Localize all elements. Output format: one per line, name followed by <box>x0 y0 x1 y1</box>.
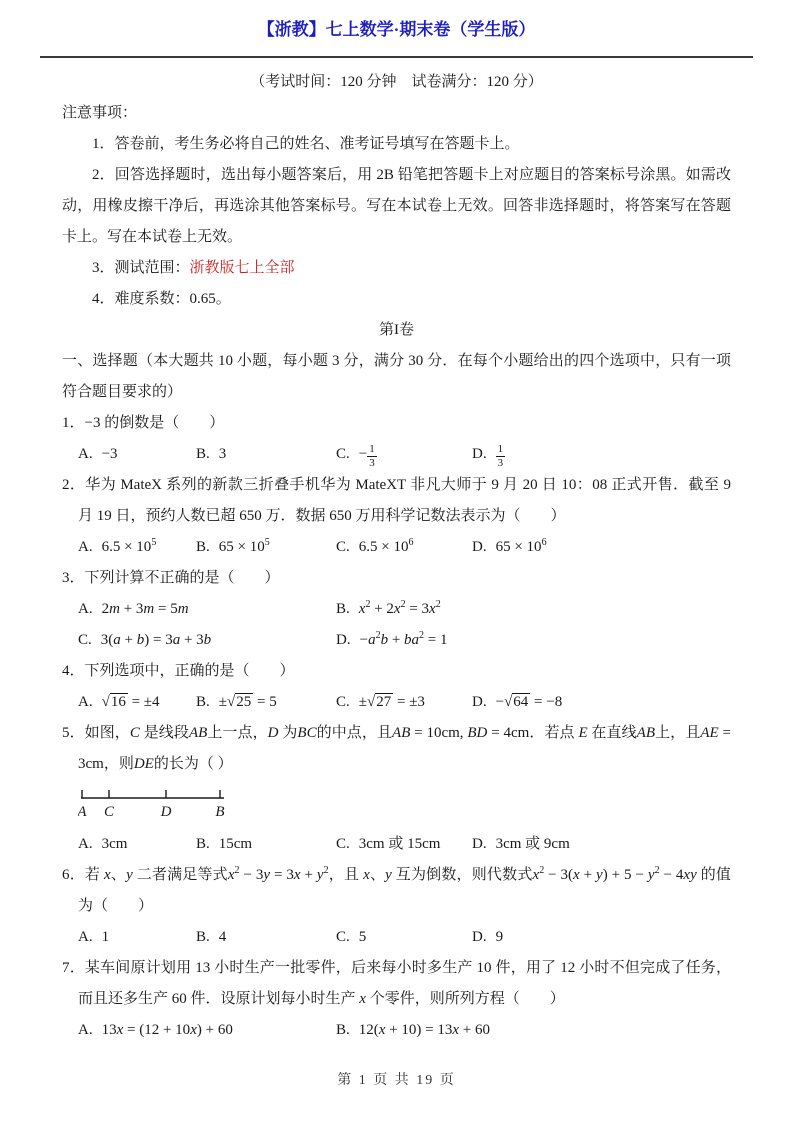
option-c <box>336 829 472 860</box>
options-row <box>62 625 731 656</box>
option-text: ±√27 = ±3 <box>358 694 425 710</box>
option-text: $65 \times 10^5$ <box>218 537 270 555</box>
option-label: C. <box>336 929 350 945</box>
part-label: 第I卷 <box>379 322 414 338</box>
question-stem: 4．下列选项中，正确的是（ ） <box>62 663 295 679</box>
option-b <box>196 439 336 470</box>
question-stem: 1．−3 的倒数是（ ） <box>62 415 225 431</box>
option-label: D. <box>472 836 487 852</box>
question-7 <box>62 953 731 1046</box>
figure-label-a: A <box>78 804 87 820</box>
header-divider <box>40 56 753 58</box>
option-label: B. <box>196 929 210 945</box>
option-text: 9 <box>495 929 504 945</box>
option-a <box>78 687 196 718</box>
option-text: 13x = (12 + 10x) + 60 <box>101 1022 233 1038</box>
option-a <box>78 594 336 625</box>
option-label: A. <box>78 694 93 710</box>
options-row <box>62 1015 731 1046</box>
option-text: − $\frac{1}{3}$ <box>358 443 375 470</box>
option-a <box>78 922 196 953</box>
option-text: 15cm <box>218 836 253 852</box>
options-row <box>62 532 731 563</box>
option-text: $6.5 \times 10^6$ <box>358 537 414 555</box>
option-text: √16 = ±4 <box>101 694 160 710</box>
note-item-3-highlight: 浙教版七上全部 <box>189 260 295 276</box>
options-row <box>62 439 731 470</box>
figure-label-d: D <box>160 804 172 820</box>
option-b <box>196 922 336 953</box>
option-label: C. <box>78 632 92 648</box>
option-text: 5 <box>358 929 367 945</box>
option-text: −3 <box>101 446 118 462</box>
option-b <box>196 532 336 563</box>
option-label: A. <box>78 1022 93 1038</box>
options-row <box>62 594 731 625</box>
question-2 <box>62 470 731 563</box>
option-label: B. <box>196 539 210 555</box>
option-c <box>78 625 336 656</box>
option-label: D. <box>336 632 351 648</box>
option-label: C. <box>336 836 350 852</box>
option-a <box>78 1015 336 1046</box>
option-label: A. <box>78 836 93 852</box>
option-text: $6.5 \times 10^5$ <box>101 537 157 555</box>
option-label: A. <box>78 446 93 462</box>
option-d <box>472 922 731 953</box>
option-text: $\frac{1}{3}$ <box>497 443 504 470</box>
option-b <box>336 594 731 625</box>
option-label: B. <box>196 446 210 462</box>
option-a <box>78 829 196 860</box>
option-c <box>336 439 472 470</box>
options-row <box>62 687 731 718</box>
option-b <box>196 687 336 718</box>
option-c <box>336 532 472 563</box>
option-label: B. <box>336 1022 350 1038</box>
option-text: ±√25 = 5 <box>218 694 277 710</box>
option-c <box>336 922 472 953</box>
exam-info: （考试时间：120 分钟 试卷满分：120 分） <box>250 74 543 90</box>
option-text: 12(x + 10) = 13x + 60 <box>358 1022 490 1038</box>
question-1 <box>62 408 731 470</box>
option-text: 3cm <box>101 836 128 852</box>
option-label: A. <box>78 539 93 555</box>
options-row <box>62 922 731 953</box>
option-text: $x^2 + 2x^2 = 3x^2$ <box>358 599 441 617</box>
option-text: 1 <box>101 929 110 945</box>
option-label: C. <box>336 446 350 462</box>
segment-figure <box>78 784 731 824</box>
note-item-1: 1．答卷前，考生务必将自己的姓名、准考证号填写在答题卡上。 <box>92 136 520 152</box>
note-item-2: 2．回答选择题时，选出每小题答案后，用 2B 铅笔把答题卡上对应题目的答案标号涂黑。如需改动，用橡皮擦干净后，再选涂其他答案标号。写在本试卷上无效。回答非选择题时，将答案写在答题卡上。写在本试卷上无效。 <box>62 167 731 245</box>
option-text: 3cm 或 15cm <box>358 836 441 852</box>
option-label: B. <box>336 601 350 617</box>
option-text: 3cm 或 9cm <box>495 836 570 852</box>
question-3 <box>62 563 731 656</box>
question-4 <box>62 656 731 718</box>
question-stem: 7．某车间原计划用 13 小时生产一批零件，后来每小时多生产 10 件，用了 12 小时不但完成了任务，而且还多生产 60 件．设原计划每小时生产 x 个零件，则所列方程（ ） <box>62 960 731 1007</box>
option-label: C. <box>336 694 350 710</box>
figure-label-b: B <box>215 804 225 820</box>
option-a <box>78 532 196 563</box>
option-label: C. <box>336 539 350 555</box>
options-row <box>62 829 731 860</box>
option-d <box>472 829 731 860</box>
option-label: D. <box>472 929 487 945</box>
option-text: 4 <box>218 929 227 945</box>
page-title: 【浙教】七上数学·期末卷（学生版） <box>257 20 536 39</box>
option-text: −√64 = −8 <box>495 694 563 710</box>
note-item-3 <box>62 253 731 284</box>
figure-label-c: C <box>103 804 115 820</box>
page-footer: 第 1 页 共 19 页 <box>337 1073 456 1088</box>
question-6 <box>62 860 731 953</box>
question-stem: 5．如图，C 是线段AB上一点，D 为BC的中点，且AB = 10cm, BD = 4cm．若点 E 在直线AB上，且AE = 3cm，则DE的长为（ ） <box>62 725 731 772</box>
option-d <box>472 439 731 470</box>
option-text: 3 <box>218 446 227 462</box>
segment-figure-svg <box>78 784 248 824</box>
question-stem: 2．华为 MateX 系列的新款三折叠手机华为 MateXT 非凡大师于 9 月 20 日 10：08 正式开售．截至 9 月 19 日，预约人数已超 650 万．数据 650 万用科学记数法表示为（ ） <box>62 477 731 524</box>
section-heading: 一、选择题（本大题共 10 小题，每小题 3 分，满分 30 分．在每个小题给出的四个选项中，只有一项符合题目要求的） <box>62 353 731 400</box>
option-text: 3(a + b) = 3a + 3b <box>100 632 212 648</box>
question-stem: 6．若 x、y 二者满足等式$x^2 - 3y = 3x + y^2$，且 x、y 互为倒数，则代数式$x^2 - 3(x + y) + 5 - y^2 - 4xy$ 的值为（ ） <box>62 865 731 914</box>
option-b <box>336 1015 731 1046</box>
question-stem: 3．下列计算不正确的是（ ） <box>62 570 280 586</box>
option-label: D. <box>472 694 487 710</box>
option-c <box>336 687 472 718</box>
option-label: A. <box>78 929 93 945</box>
option-label: B. <box>196 836 210 852</box>
option-d <box>472 687 731 718</box>
option-label: D. <box>472 539 487 555</box>
option-d <box>472 532 731 563</box>
notes-title: 注意事项： <box>62 105 138 121</box>
question-5 <box>62 718 731 860</box>
option-label: D. <box>472 446 487 462</box>
option-d <box>336 625 731 656</box>
note-item-3-prefix: 3．测试范围： <box>92 260 190 276</box>
option-text: $-a^2b + ba^2 = 1$ <box>359 630 448 648</box>
option-b <box>196 829 336 860</box>
option-label: B. <box>196 694 210 710</box>
option-a <box>78 439 196 470</box>
option-text: 2m + 3m = 5m <box>101 601 189 617</box>
note-item-4: 4．难度系数：0.65。 <box>92 291 231 307</box>
option-text: $65 \times 10^6$ <box>495 537 547 555</box>
option-label: A. <box>78 601 93 617</box>
